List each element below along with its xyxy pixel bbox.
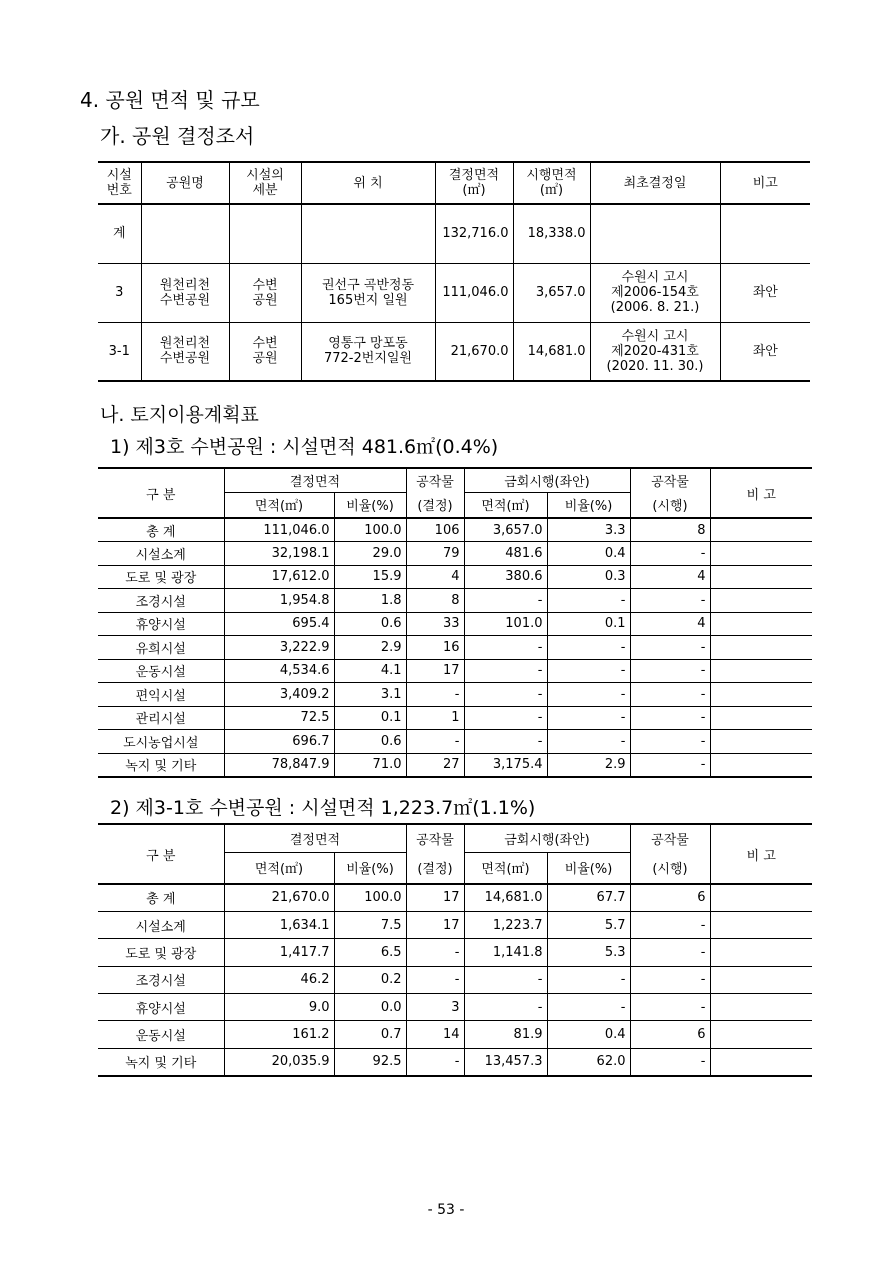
- cell-ratio-enforce: -: [547, 966, 630, 993]
- header-cell-note: 비고: [720, 162, 810, 204]
- cell-category: 총 계: [98, 884, 224, 911]
- table-row: [98, 966, 812, 993]
- cell-work-exec: 6: [630, 1021, 710, 1048]
- cell-area-enforce: -: [464, 730, 547, 754]
- cell-area: 695.4: [224, 612, 334, 636]
- table-row: [98, 565, 812, 589]
- header-ratio-enforce: 비율(%): [547, 852, 630, 884]
- cell-category: 관리시설: [98, 706, 224, 730]
- cell-area: 161.2: [224, 1021, 334, 1048]
- cell-area-enforce: -: [464, 589, 547, 613]
- cell-work-decision: 8: [406, 589, 464, 613]
- cell-no: 3-1: [98, 322, 141, 381]
- cell-note: [710, 1048, 812, 1075]
- cell-ratio: 92.5: [334, 1048, 406, 1075]
- cell-work-decision: 106: [406, 518, 464, 542]
- page-number: - 53 -: [427, 1202, 465, 1218]
- cell-ratio-enforce: 2.9: [547, 753, 630, 777]
- cell-work-decision: 27: [406, 753, 464, 777]
- table-row: [98, 542, 812, 566]
- cell-area: 32,198.1: [224, 542, 334, 566]
- cell-ratio-enforce: 5.7: [547, 911, 630, 938]
- subsection-heading-decision: 가. 공원 결정조서: [100, 124, 255, 148]
- cell-ratio-enforce: -: [547, 994, 630, 1021]
- cell-no: 계: [98, 204, 141, 263]
- header-exec: (시행): [630, 492, 710, 518]
- table-row: [98, 683, 812, 707]
- cell-note: [710, 911, 812, 938]
- cell-note: [710, 884, 812, 911]
- cell-ratio: 0.6: [334, 612, 406, 636]
- cell-kind: [229, 204, 301, 263]
- header-cell-exec-area: 시행면적 (㎡): [513, 162, 590, 204]
- table-row: [98, 1048, 812, 1075]
- cell-area: 111,046.0: [435, 263, 513, 322]
- landuse-heading-park3: 1) 제3호 수변공원 : 시설면적 481.6㎡(0.4%): [110, 436, 499, 458]
- header-cell-first-date: 최초결정일: [590, 162, 720, 204]
- cell-area: 1,634.1: [224, 911, 334, 938]
- cell-note: 좌안: [720, 322, 810, 381]
- table3-body: [98, 884, 812, 1076]
- table-row: [98, 263, 810, 322]
- table-row: [98, 706, 812, 730]
- cell-ratio: 2.9: [334, 636, 406, 660]
- table-row: [98, 659, 812, 683]
- cell-work-exec: -: [630, 589, 710, 613]
- cell-category: 녹지 및 기타: [98, 1048, 224, 1075]
- cell-work-decision: -: [406, 730, 464, 754]
- cell-work-exec: -: [630, 636, 710, 660]
- cell-area: 20,035.9: [224, 1048, 334, 1075]
- cell-ratio-enforce: -: [547, 730, 630, 754]
- cell-area: 1,954.8: [224, 589, 334, 613]
- cell-location: 권선구 곡반정동 165번지 일원: [301, 263, 435, 322]
- landuse-table-park3: [98, 467, 812, 778]
- cell-work-decision: 4: [406, 565, 464, 589]
- cell-name: 원천리천 수변공원: [141, 263, 229, 322]
- cell-ratio: 4.1: [334, 659, 406, 683]
- cell-ratio: 0.6: [334, 730, 406, 754]
- cell-area-enforce: 81.9: [464, 1021, 547, 1048]
- cell-ratio: 0.1: [334, 706, 406, 730]
- cell-work-decision: 79: [406, 542, 464, 566]
- cell-ratio-enforce: 0.4: [547, 1021, 630, 1048]
- cell-area: 21,670.0: [435, 322, 513, 381]
- cell-ratio-enforce: -: [547, 636, 630, 660]
- cell-category: 조경시설: [98, 589, 224, 613]
- cell-name: 원천리천 수변공원: [141, 322, 229, 381]
- cell-exec: 14,681.0: [513, 322, 590, 381]
- cell-no: 3: [98, 263, 141, 322]
- cell-note: [710, 1021, 812, 1048]
- cell-note: [710, 730, 812, 754]
- cell-work-decision: 17: [406, 659, 464, 683]
- cell-location: [301, 204, 435, 263]
- cell-work-exec: -: [630, 659, 710, 683]
- header-gubun: 구 분: [98, 468, 224, 518]
- cell-ratio-enforce: 5.3: [547, 939, 630, 966]
- cell-note: [710, 542, 812, 566]
- header-area: 면적(㎡): [224, 492, 334, 518]
- cell-work-exec: -: [630, 966, 710, 993]
- cell-ratio: 29.0: [334, 542, 406, 566]
- table-row: [98, 322, 810, 381]
- cell-ratio: 0.7: [334, 1021, 406, 1048]
- cell-ratio: 0.0: [334, 994, 406, 1021]
- header-work-structures-exec: 공작물: [630, 824, 710, 852]
- cell-ratio-enforce: -: [547, 683, 630, 707]
- cell-ratio: 15.9: [334, 565, 406, 589]
- cell-note: [710, 683, 812, 707]
- cell-note: [710, 518, 812, 542]
- cell-note: [710, 706, 812, 730]
- cell-area: 78,847.9: [224, 753, 334, 777]
- cell-work-exec: -: [630, 1048, 710, 1075]
- cell-work-exec: 4: [630, 612, 710, 636]
- cell-area-enforce: 3,657.0: [464, 518, 547, 542]
- cell-category: 휴양시설: [98, 994, 224, 1021]
- cell-ratio-enforce: -: [547, 659, 630, 683]
- cell-category: 유희시설: [98, 636, 224, 660]
- cell-work-exec: -: [630, 683, 710, 707]
- cell-ratio: 1.8: [334, 589, 406, 613]
- cell-note: 좌안: [720, 263, 810, 322]
- cell-kind: 수변 공원: [229, 322, 301, 381]
- header-decision-area: 결정면적: [224, 824, 406, 852]
- cell-ratio: 71.0: [334, 753, 406, 777]
- header-work-structures: 공작물: [406, 824, 464, 852]
- cell-ratio: 100.0: [334, 518, 406, 542]
- cell-date: 수원시 고시 제2020-431호 (2020. 11. 30.): [590, 322, 720, 381]
- cell-note: [710, 753, 812, 777]
- cell-area-enforce: -: [464, 683, 547, 707]
- header-enforcement: 금회시행(좌안): [464, 468, 630, 492]
- cell-ratio: 100.0: [334, 884, 406, 911]
- cell-area: 72.5: [224, 706, 334, 730]
- cell-location: 영통구 망포동 772-2번지일원: [301, 322, 435, 381]
- table-row: [98, 204, 810, 263]
- cell-note: [710, 966, 812, 993]
- header-exec: (시행): [630, 852, 710, 884]
- cell-area: 3,409.2: [224, 683, 334, 707]
- cell-date: [590, 204, 720, 263]
- cell-note: [710, 994, 812, 1021]
- cell-ratio-enforce: -: [547, 706, 630, 730]
- cell-area-enforce: 101.0: [464, 612, 547, 636]
- cell-area-enforce: 1,141.8: [464, 939, 547, 966]
- cell-ratio-enforce: 0.3: [547, 565, 630, 589]
- cell-note: [710, 565, 812, 589]
- cell-category: 조경시설: [98, 966, 224, 993]
- cell-area-enforce: 14,681.0: [464, 884, 547, 911]
- header-work-structures: 공작물: [406, 468, 464, 492]
- cell-category: 도로 및 광장: [98, 565, 224, 589]
- cell-area: 21,670.0: [224, 884, 334, 911]
- header-cell-no: 시설 번호: [98, 162, 141, 204]
- header-note: 비 고: [710, 468, 812, 518]
- cell-work-decision: 16: [406, 636, 464, 660]
- landuse-heading-park3-1: 2) 제3-1호 수변공원 : 시설면적 1,223.7㎡(1.1%): [110, 797, 536, 819]
- cell-ratio: 0.2: [334, 966, 406, 993]
- table-row: [98, 612, 812, 636]
- table-header-row: [98, 824, 812, 852]
- cell-note: [720, 204, 810, 263]
- cell-work-decision: 14: [406, 1021, 464, 1048]
- table2-body: [98, 518, 812, 777]
- cell-work-exec: 8: [630, 518, 710, 542]
- cell-note: [710, 589, 812, 613]
- cell-work-decision: 17: [406, 884, 464, 911]
- cell-note: [710, 636, 812, 660]
- cell-area: 3,222.9: [224, 636, 334, 660]
- cell-exec: 3,657.0: [513, 263, 590, 322]
- cell-work-exec: 4: [630, 565, 710, 589]
- cell-note: [710, 659, 812, 683]
- cell-category: 시설소계: [98, 911, 224, 938]
- cell-work-exec: -: [630, 753, 710, 777]
- cell-kind: 수변 공원: [229, 263, 301, 322]
- cell-area: 4,534.6: [224, 659, 334, 683]
- cell-date: 수원시 고시 제2006-154호 (2006. 8. 21.): [590, 263, 720, 322]
- cell-work-exec: -: [630, 994, 710, 1021]
- subsection-heading-landuse: 나. 토지이용계획표: [100, 404, 259, 426]
- header-decision: (결정): [406, 492, 464, 518]
- cell-ratio-enforce: 3.3: [547, 518, 630, 542]
- header-cell-location: 위 치: [301, 162, 435, 204]
- cell-work-decision: -: [406, 966, 464, 993]
- table-row: [98, 636, 812, 660]
- table-header-row: [98, 468, 812, 492]
- header-ratio-enforce: 비율(%): [547, 492, 630, 518]
- cell-area-enforce: -: [464, 636, 547, 660]
- cell-work-exec: -: [630, 706, 710, 730]
- cell-category: 총 계: [98, 518, 224, 542]
- header-gubun: 구 분: [98, 824, 224, 884]
- table-row: [98, 730, 812, 754]
- table-row: [98, 518, 812, 542]
- header-area-enforce: 면적(㎡): [464, 852, 547, 884]
- table-row: [98, 1021, 812, 1048]
- park-decision-table: [98, 161, 810, 382]
- header-area: 면적(㎡): [224, 852, 334, 884]
- cell-area-enforce: 1,223.7: [464, 911, 547, 938]
- header-decision: (결정): [406, 852, 464, 884]
- landuse-table-park3-1: [98, 823, 812, 1077]
- cell-area: 132,716.0: [435, 204, 513, 263]
- cell-area: 46.2: [224, 966, 334, 993]
- cell-note: [710, 939, 812, 966]
- cell-area-enforce: -: [464, 659, 547, 683]
- cell-area: 9.0: [224, 994, 334, 1021]
- cell-work-decision: 17: [406, 911, 464, 938]
- cell-ratio-enforce: 62.0: [547, 1048, 630, 1075]
- cell-work-exec: -: [630, 542, 710, 566]
- header-work-structures-exec: 공작물: [630, 468, 710, 492]
- cell-work-exec: -: [630, 939, 710, 966]
- cell-work-exec: 6: [630, 884, 710, 911]
- cell-area: 1,417.7: [224, 939, 334, 966]
- cell-ratio: 7.5: [334, 911, 406, 938]
- table-row: [98, 939, 812, 966]
- header-cell-name: 공원명: [141, 162, 229, 204]
- cell-category: 운동시설: [98, 659, 224, 683]
- cell-category: 운동시설: [98, 1021, 224, 1048]
- cell-area: 696.7: [224, 730, 334, 754]
- table-header-row: [98, 162, 810, 204]
- header-area-enforce: 면적(㎡): [464, 492, 547, 518]
- cell-area-enforce: 481.6: [464, 542, 547, 566]
- cell-ratio-enforce: 0.1: [547, 612, 630, 636]
- cell-work-decision: 3: [406, 994, 464, 1021]
- cell-area-enforce: 3,175.4: [464, 753, 547, 777]
- cell-work-decision: -: [406, 683, 464, 707]
- cell-area: 17,612.0: [224, 565, 334, 589]
- table-row: [98, 884, 812, 911]
- cell-ratio-enforce: 0.4: [547, 542, 630, 566]
- header-ratio: 비율(%): [334, 852, 406, 884]
- cell-area-enforce: 380.6: [464, 565, 547, 589]
- cell-name: [141, 204, 229, 263]
- cell-ratio: 6.5: [334, 939, 406, 966]
- cell-area: 111,046.0: [224, 518, 334, 542]
- cell-category: 도로 및 광장: [98, 939, 224, 966]
- cell-area-enforce: -: [464, 994, 547, 1021]
- cell-ratio: 3.1: [334, 683, 406, 707]
- cell-area-enforce: 13,457.3: [464, 1048, 547, 1075]
- cell-work-decision: -: [406, 1048, 464, 1075]
- header-cell-kind: 시설의 세분: [229, 162, 301, 204]
- header-enforcement: 금회시행(좌안): [464, 824, 630, 852]
- cell-work-decision: -: [406, 939, 464, 966]
- table-row: [98, 589, 812, 613]
- table-row: [98, 911, 812, 938]
- cell-ratio-enforce: 67.7: [547, 884, 630, 911]
- header-ratio: 비율(%): [334, 492, 406, 518]
- cell-work-exec: -: [630, 911, 710, 938]
- header-cell-decision-area: 결정면적 (㎡): [435, 162, 513, 204]
- cell-category: 시설소계: [98, 542, 224, 566]
- cell-ratio-enforce: -: [547, 589, 630, 613]
- cell-area-enforce: -: [464, 706, 547, 730]
- cell-work-decision: 33: [406, 612, 464, 636]
- table-row: [98, 994, 812, 1021]
- cell-work-exec: -: [630, 730, 710, 754]
- section-heading: 4. 공원 면적 및 규모: [80, 88, 260, 112]
- header-decision-area: 결정면적: [224, 468, 406, 492]
- cell-category: 도시농업시설: [98, 730, 224, 754]
- table-row: [98, 753, 812, 777]
- cell-area-enforce: -: [464, 966, 547, 993]
- cell-category: 녹지 및 기타: [98, 753, 224, 777]
- cell-category: 휴양시설: [98, 612, 224, 636]
- cell-work-decision: 1: [406, 706, 464, 730]
- header-note: 비 고: [710, 824, 812, 884]
- cell-note: [710, 612, 812, 636]
- cell-exec: 18,338.0: [513, 204, 590, 263]
- cell-category: 편익시설: [98, 683, 224, 707]
